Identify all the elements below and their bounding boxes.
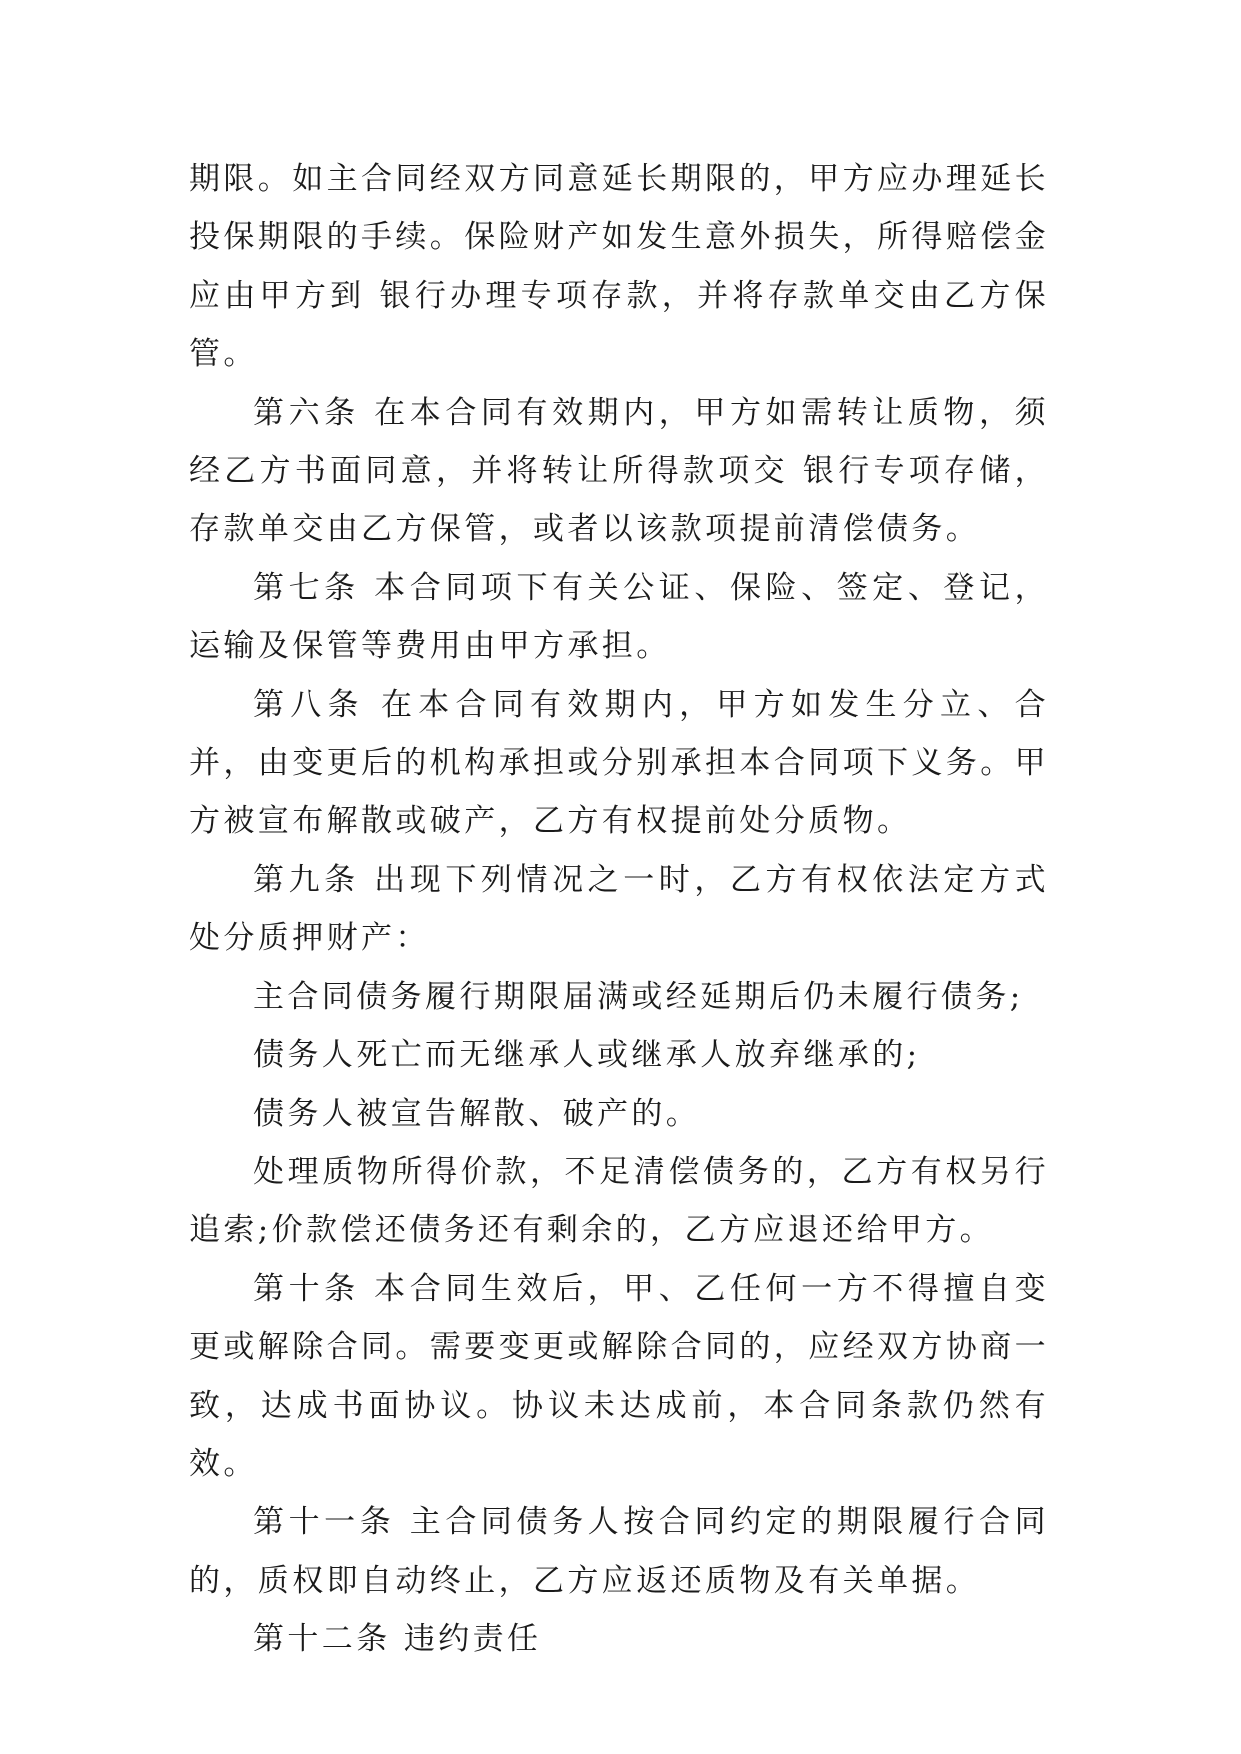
paragraph-proceeds: 处理质物所得价款，不足清偿债务的，乙方有权另行追索;价款偿还债务还有剩余的，乙方应退还给甲方。 [189, 1153, 1049, 1249]
paragraph-item-1: 主合同债务履行期限届满或经延期后仍未履行债务; [253, 978, 1024, 1015]
paragraph-article-10: 第十条 本合同生效后，甲、乙任何一方不得擅自变更或解除合同。需要变更或解除合同的，应经双方协商一致，达成书面协议。协议未达成前，本合同条款仍然有效。 [189, 1270, 1049, 1482]
paragraph-article-7: 第七条 本合同项下有关公证、保险、签定、登记，运输及保管等费用由甲方承担。 [189, 569, 1049, 665]
paragraph-item-3: 债务人被宣告解散、破产的。 [253, 1095, 701, 1132]
paragraph-item-2: 债务人死亡而无继承人或继承人放弃继承的; [253, 1037, 921, 1074]
document-body [189, 150, 1049, 1669]
paragraph-continuation: 期限。如主合同经双方同意延长期限的，甲方应办理延长投保期限的手续。保险财产如发生意外损失，所得赔偿金应由甲方到 银行办理专项存款，并将存款单交由乙方保管。 [189, 161, 1049, 373]
paragraph-article-6: 第六条 在本合同有效期内，甲方如需转让质物，须经乙方书面同意，并将转让所得款项交 银行专项存储，存款单交由乙方保管，或者以该款项提前清偿债务。 [189, 394, 1049, 548]
paragraph-article-9: 第九条 出现下列情况之一时，乙方有权依法定方式处分质押财产： [189, 861, 1049, 957]
paragraph-article-8: 第八条 在本合同有效期内，甲方如发生分立、合并，由变更后的机构承担或分别承担本合同项下义务。甲方被宣布解散或破产，乙方有权提前处分质物。 [189, 686, 1049, 840]
paragraph-article-12: 第十二条 违约责任 [253, 1621, 542, 1658]
paragraph-article-11: 第十一条 主合同债务人按合同约定的期限履行合同的，质权即自动终止，乙方应返还质物及有关单据。 [189, 1504, 1049, 1599]
